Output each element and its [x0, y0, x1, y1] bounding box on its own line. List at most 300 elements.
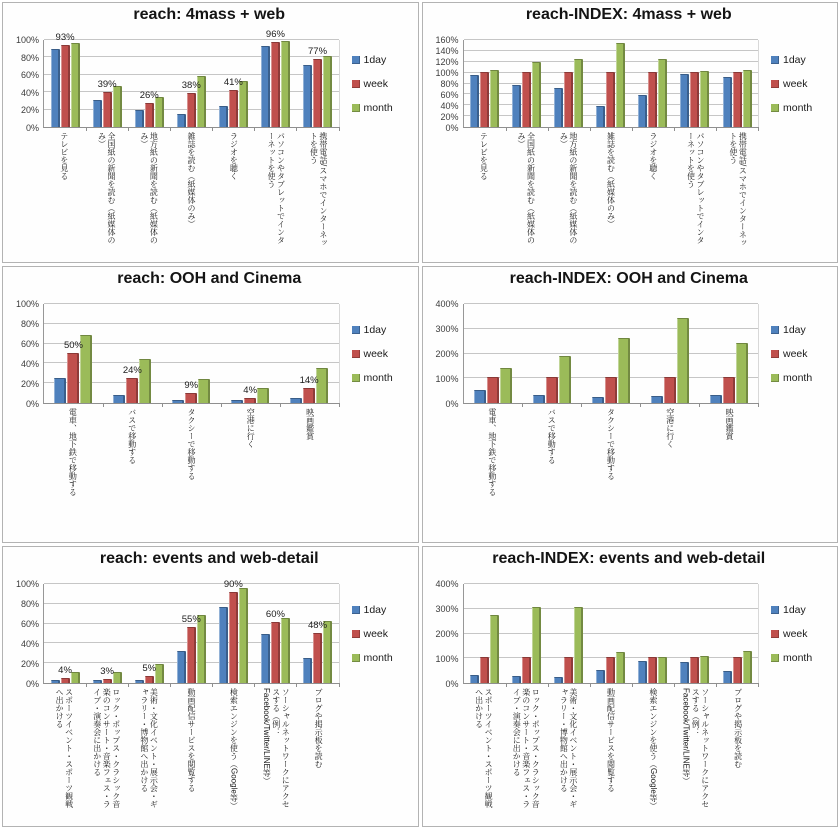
bar-month [658, 657, 667, 683]
bar-group [464, 584, 506, 683]
bar-group [699, 304, 758, 403]
bar-group [548, 40, 590, 127]
bar-group [590, 40, 632, 127]
x-category-label [128, 688, 170, 814]
x-axis-labels [463, 408, 760, 516]
x-category-text: 美術・文化イベント・展示会・ギャラリー・博物館へ出かける [139, 688, 159, 808]
bar-week [271, 42, 280, 127]
y-tick-label: 200% [435, 349, 459, 359]
bar-1day [470, 675, 479, 683]
bar-group [296, 40, 338, 127]
bar-week [733, 72, 742, 127]
bar-group [716, 584, 758, 683]
bar-week [187, 627, 196, 683]
x-category-text: ソーシャルネットワークにアクセスする（例：Facebook/Twitter/LINE等） [681, 688, 710, 808]
bar-week [648, 72, 657, 127]
y-tick-label: 0% [445, 399, 459, 409]
chart-panel-reach-index-4mass-web [422, 2, 839, 263]
bar-week [103, 92, 112, 127]
bar-group [170, 584, 212, 683]
chart-panel-reach-ooh-cinema [2, 266, 419, 543]
legend-label: 1day [363, 54, 387, 66]
x-category-label [170, 688, 212, 814]
legend-swatch-1day-icon [352, 56, 360, 64]
bar-group [640, 304, 699, 403]
data-label: 5% [142, 663, 157, 675]
bar-week [733, 657, 742, 683]
bar-group [221, 304, 280, 403]
x-category-label [674, 688, 716, 814]
y-tick-label: 100% [15, 299, 39, 309]
bar-week [126, 378, 138, 403]
x-category-text: 映画鑑賞 [305, 408, 315, 440]
x-category-label [674, 132, 716, 250]
x-category-label [212, 688, 254, 814]
bar-week [145, 103, 154, 127]
bar-month [490, 70, 499, 127]
x-category-text: 電車、地下鉄で移動する [68, 408, 78, 496]
bar-week [103, 679, 112, 683]
legend-item-week [771, 348, 831, 360]
bar-week [303, 388, 315, 403]
bar-month [743, 651, 752, 683]
legend-label: 1day [783, 604, 806, 616]
bar-week [229, 592, 238, 683]
plot-area [43, 578, 340, 684]
bar-week [522, 72, 531, 127]
bar-1day [231, 400, 243, 403]
data-label: 96% [265, 29, 285, 41]
x-category-label [717, 132, 759, 250]
bar-group [674, 40, 716, 127]
y-tick-label: 100% [15, 35, 39, 45]
x-category-label [280, 408, 339, 516]
y-tick-label: 80% [20, 319, 39, 329]
bar-1day [596, 670, 605, 683]
legend [340, 324, 412, 384]
bar-week [690, 72, 699, 127]
bar-week [313, 59, 322, 127]
bar-1day [723, 671, 732, 683]
legend-item-week [352, 628, 412, 640]
legend [340, 604, 412, 664]
y-tick-label: 300% [435, 324, 459, 334]
bar-week [648, 657, 657, 683]
y-tick-label: 40% [20, 359, 39, 369]
bar-week [61, 678, 70, 683]
data-label: 90% [223, 578, 243, 590]
bar-week [67, 353, 79, 404]
bar-group [548, 584, 590, 683]
x-category-text: ロック・ポップス・クラシック音楽のコンサート・音楽フェス・ライブ・演奏会に出かける [512, 688, 541, 808]
bar-month [574, 59, 583, 127]
bar-month [616, 652, 625, 683]
legend-item-month [352, 102, 412, 114]
y-tick-label: 20% [20, 659, 39, 669]
bar-week [229, 90, 238, 127]
bar-week [187, 93, 196, 127]
legend-item-month [771, 372, 831, 384]
bar-1day [113, 395, 125, 403]
legend-swatch-1day-icon [771, 606, 779, 614]
bar-group [296, 584, 338, 683]
legend-item-month [352, 372, 412, 384]
x-category-label [505, 688, 547, 814]
bar-1day [219, 106, 228, 127]
data-label: 9% [184, 380, 199, 392]
y-tick-label: 60% [20, 339, 39, 349]
y-tick-label: 60% [20, 619, 39, 629]
chart-title: reach: 4mass + web [133, 6, 286, 23]
bar-month [155, 97, 164, 127]
bar-groups [464, 584, 759, 683]
bar-week [487, 377, 499, 403]
data-label: 41% [223, 77, 243, 89]
bar-1day [533, 395, 545, 403]
legend [340, 54, 412, 114]
y-tick-label: 80% [20, 52, 39, 63]
bar-week [564, 657, 573, 683]
bar-group [632, 40, 674, 127]
x-category-label [85, 688, 127, 814]
legend-swatch-month-icon [352, 654, 360, 662]
legend-swatch-month-icon [771, 374, 779, 382]
chart-title: reach-INDEX: 4mass + web [525, 6, 732, 23]
legend-item-month [771, 652, 831, 664]
bar-group [674, 584, 716, 683]
legend-label: month [363, 652, 393, 664]
bar-1day [638, 661, 647, 683]
legend-item-week [771, 628, 831, 640]
bar-1day [303, 65, 312, 127]
chart-title: reach: OOH and Cinema [117, 270, 302, 287]
legend-label: 1day [363, 604, 387, 616]
x-category-text: バスで移動する [127, 408, 137, 464]
x-category-label [255, 688, 297, 814]
legend-swatch-week-icon [771, 350, 779, 358]
data-label: 38% [181, 79, 201, 91]
x-axis-labels [43, 132, 340, 250]
bar-1day [51, 680, 60, 683]
bar-week [606, 657, 615, 683]
bar-week [313, 633, 322, 684]
y-tick-label: 40% [440, 101, 459, 111]
bar-month [197, 615, 206, 683]
x-category-text: ブログや掲示板を読む [733, 688, 743, 768]
x-category-text: 動画配信サービスを閲覧する [187, 688, 196, 792]
x-category-text: テレビを見る [479, 132, 489, 180]
data-label: 93% [55, 32, 75, 44]
data-label: 48% [308, 619, 328, 631]
x-axis-labels [463, 132, 760, 250]
bar-1day [710, 395, 722, 403]
legend-label: month [783, 102, 813, 114]
legend-item-month [771, 102, 831, 114]
y-tick-label: 400% [435, 579, 459, 589]
legend-label: 1day [783, 54, 806, 66]
legend-label: month [363, 102, 393, 114]
x-category-label [43, 688, 85, 814]
x-category-text: 雑誌を読む（紙媒体のみ） [187, 132, 196, 228]
bar-month [618, 338, 630, 403]
bar-1day [51, 49, 60, 127]
plot-area [43, 304, 340, 404]
x-category-label [162, 408, 221, 516]
bar-week [480, 72, 489, 127]
x-category-label [221, 408, 280, 516]
bar-month [559, 356, 571, 403]
bar-groups [464, 304, 759, 403]
legend-swatch-week-icon [771, 630, 779, 638]
bar-group [128, 584, 170, 683]
legend-item-week [771, 78, 831, 90]
bar-1day [93, 680, 102, 683]
y-tick-label: 0% [25, 399, 39, 409]
bar-1day [596, 106, 605, 127]
y-axis-labels [427, 299, 463, 409]
bar-groups [44, 304, 339, 403]
x-axis-labels [43, 408, 340, 516]
bar-1day [93, 100, 102, 127]
y-axis-labels [7, 299, 43, 409]
legend-swatch-week-icon [771, 80, 779, 88]
x-category-text: パソコンやタブレットでインターネットを使う [266, 132, 286, 244]
legend-label: week [783, 628, 808, 640]
x-category-label [547, 132, 589, 250]
legend-item-1day [771, 54, 831, 66]
legend-label: month [783, 652, 813, 664]
bar-week [723, 377, 735, 403]
x-category-label [632, 132, 674, 250]
x-category-label [102, 408, 161, 516]
data-label: 26% [139, 90, 159, 102]
x-category-text: 美術・文化イベント・展示会・ギャラリー・博物館へ出かける [559, 688, 578, 808]
x-category-label [590, 132, 632, 250]
x-category-label [128, 132, 170, 250]
chart-panel-reach-events-web-detail [2, 546, 419, 827]
bar-group [212, 578, 254, 683]
data-label: 14% [299, 375, 319, 387]
legend-label: 1day [363, 324, 387, 336]
y-tick-label: 60% [20, 70, 39, 81]
legend-label: week [363, 628, 389, 640]
x-category-text: 検索エンジンを使う（Google等） [229, 688, 239, 810]
y-tick-label: 200% [435, 629, 459, 639]
bar-groups [44, 29, 339, 127]
y-axis-labels [427, 579, 463, 689]
x-category-label [522, 408, 581, 516]
legend-swatch-week-icon [352, 80, 360, 88]
legend [759, 604, 831, 664]
y-tick-label: 0% [445, 123, 459, 133]
bar-group [522, 304, 581, 403]
bar-1day [638, 95, 647, 127]
x-category-label [632, 688, 674, 814]
x-category-text: タクシーで移動する [606, 408, 616, 480]
x-category-text: ラジオを聴く [648, 132, 658, 180]
bar-month [532, 607, 541, 683]
bar-month [700, 656, 709, 683]
legend [759, 324, 831, 384]
data-label: 4% [243, 385, 258, 397]
legend-swatch-week-icon [352, 630, 360, 638]
bar-week [480, 657, 489, 683]
chart-panel-reach-index-ooh-cinema [422, 266, 839, 543]
x-category-text: 空港に行く [246, 408, 256, 448]
bar-group [254, 584, 296, 683]
bar-month [574, 607, 583, 683]
legend-swatch-month-icon [352, 374, 360, 382]
legend-swatch-month-icon [771, 654, 779, 662]
y-tick-label: 0% [25, 679, 39, 689]
bar-month [700, 71, 709, 127]
x-category-text: 全国紙の新聞を読む（紙媒体のみ） [97, 132, 117, 244]
bar-month [239, 588, 248, 683]
y-tick-label: 20% [20, 105, 39, 116]
bar-1day [592, 397, 604, 403]
y-tick-label: 100% [435, 374, 459, 384]
data-label: 77% [308, 46, 328, 58]
data-label: 24% [122, 365, 142, 377]
bar-1day [303, 658, 312, 683]
bar-1day [135, 110, 144, 127]
legend-swatch-1day-icon [352, 606, 360, 614]
x-category-label [581, 408, 640, 516]
plot-area [43, 29, 340, 128]
bar-week [606, 72, 615, 127]
x-category-label [463, 408, 522, 516]
bar-week [61, 45, 70, 127]
x-category-text: 地方紙の新聞を読む（紙媒体のみ） [559, 132, 578, 244]
bar-week [564, 72, 573, 127]
x-category-label [717, 688, 759, 814]
x-category-label [463, 132, 505, 250]
x-category-text: ラジオを聴く [229, 132, 239, 180]
x-category-text: 携帯電話/スマホでインターネットを使う [309, 132, 328, 247]
bar-1day [470, 75, 479, 127]
bar-group [280, 304, 339, 403]
legend-item-1day [771, 604, 831, 616]
x-category-text: 雑誌を読む（紙媒体のみ） [606, 132, 616, 228]
legend-item-1day [352, 604, 412, 616]
data-label: 55% [181, 613, 201, 625]
y-tick-label: 80% [20, 599, 39, 609]
plot-area [463, 584, 760, 684]
x-category-label [85, 132, 127, 250]
x-category-label [170, 132, 212, 250]
y-tick-label: 40% [20, 639, 39, 649]
x-category-text: ブログや掲示板を読む [314, 688, 324, 768]
bar-1day [474, 390, 486, 403]
bar-month [532, 62, 541, 127]
chart-title: reach: events and web-detail [99, 550, 319, 567]
bar-1day [172, 400, 184, 403]
bar-group [464, 40, 506, 127]
bar-groups [44, 578, 339, 683]
x-category-label [297, 132, 339, 250]
bar-group [464, 304, 523, 403]
bar-group [716, 40, 758, 127]
x-category-label [212, 132, 254, 250]
bar-week [605, 377, 617, 403]
bar-month [736, 343, 748, 403]
bar-group [632, 584, 674, 683]
bar-1day [54, 378, 66, 403]
bar-1day [177, 651, 186, 683]
bar-1day [680, 662, 689, 683]
bar-group [581, 304, 640, 403]
bar-group [590, 584, 632, 683]
x-category-text: ロック・ポップス・クラシック音楽のコンサート・音楽フェス・ライブ・演奏会に出かける [92, 688, 121, 808]
x-category-label [590, 688, 632, 814]
legend-label: week [363, 78, 389, 90]
bar-group [506, 584, 548, 683]
x-category-label [700, 408, 759, 516]
y-tick-label: 120% [435, 57, 459, 67]
x-category-label [547, 688, 589, 814]
legend-label: week [783, 78, 808, 90]
y-tick-label: 60% [440, 90, 459, 100]
chart-panel-reach-index-events-web-detail [422, 546, 839, 827]
y-tick-label: 100% [435, 654, 459, 664]
bar-group [506, 40, 548, 127]
x-category-label [43, 132, 85, 250]
x-category-text: 地方紙の新聞を読む（紙媒体のみ） [139, 132, 159, 244]
y-tick-label: 100% [435, 68, 459, 78]
bar-week [546, 377, 558, 403]
bar-1day [512, 85, 521, 127]
x-category-text: スポーツイベント・スポーツ観戦へ出かける [474, 688, 494, 808]
bar-groups [464, 40, 759, 127]
legend-item-month [352, 652, 412, 664]
legend-swatch-month-icon [352, 104, 360, 112]
y-axis-labels [7, 35, 43, 133]
bar-month [616, 43, 625, 127]
x-category-text: 全国紙の新聞を読む（紙媒体のみ） [517, 132, 536, 244]
x-category-text: 空港に行く [665, 408, 675, 448]
data-label: 60% [265, 608, 285, 620]
bar-month [743, 70, 752, 127]
x-category-text: 携帯電話/スマホでインターネットを使う [728, 132, 748, 247]
legend-label: week [783, 348, 808, 360]
x-category-text: 電車、地下鉄で移動する [487, 408, 497, 496]
bar-week [271, 622, 280, 683]
legend-label: month [363, 372, 393, 384]
x-category-label [463, 688, 505, 814]
x-axis-labels [463, 688, 760, 814]
y-tick-label: 20% [440, 112, 459, 122]
bar-1day [219, 607, 228, 683]
bar-1day [554, 677, 563, 683]
bar-1day [135, 680, 144, 683]
bar-1day [177, 114, 186, 127]
x-category-text: パソコンやタブレットでインターネットを使う [686, 132, 705, 244]
y-tick-label: 80% [440, 79, 459, 89]
x-category-text: 動画配信サービスを閲覧する [606, 688, 616, 792]
bar-group [44, 304, 103, 403]
plot-area [463, 304, 760, 404]
chart-title: reach-INDEX: events and web-detail [492, 550, 766, 567]
chart-panel-reach-4mass-web [2, 2, 419, 263]
bar-group [86, 40, 128, 127]
legend-label: 1day [783, 324, 806, 336]
y-tick-label: 160% [435, 35, 459, 45]
bar-month [500, 368, 512, 403]
legend-item-1day [771, 324, 831, 336]
bar-month [490, 615, 499, 683]
y-axis-labels [427, 35, 463, 133]
data-label: 39% [97, 79, 117, 91]
